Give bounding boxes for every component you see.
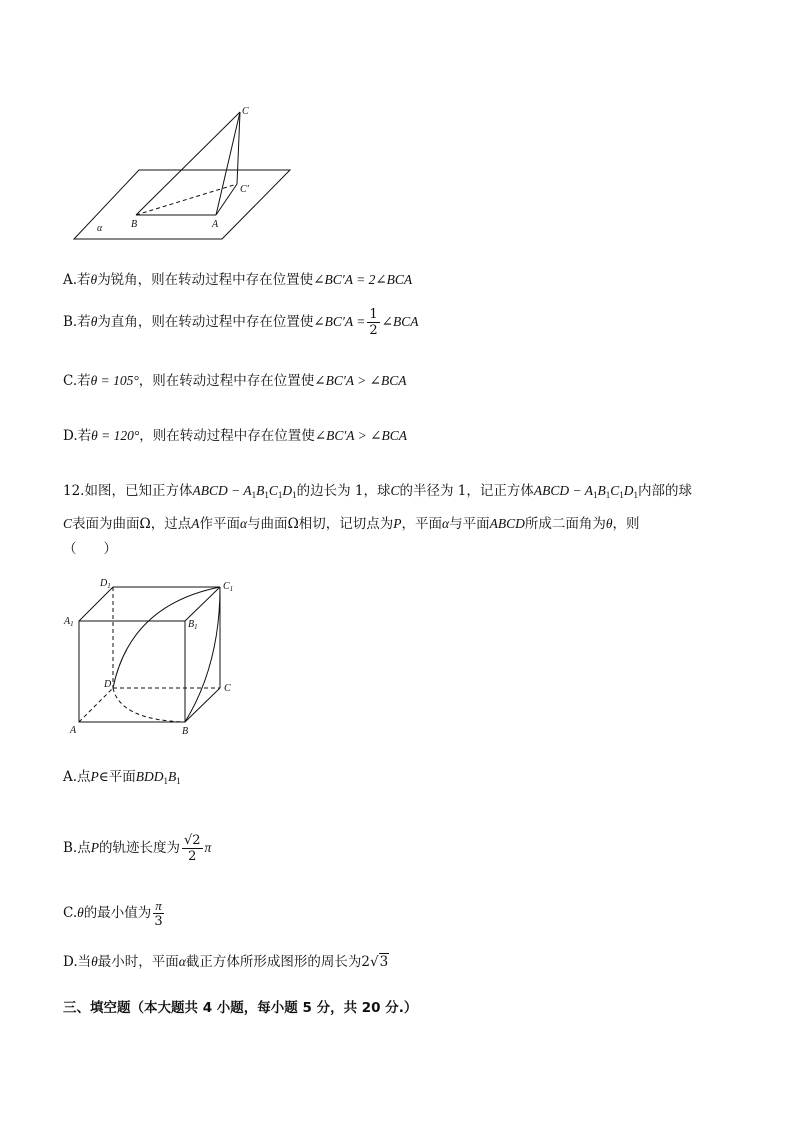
omega-symbol: Ω (287, 516, 299, 532)
segment-BC (136, 112, 240, 215)
text: ，则 (612, 516, 640, 532)
arc-D-B-dashed (113, 688, 185, 722)
text: 若 (77, 272, 91, 288)
text: 相切，记切点为 (298, 516, 394, 532)
section-heading: 三、填空题（本大题共 4 小题，每小题 5 分，共 20 分.） (63, 1000, 418, 1016)
q11-option-B (63, 307, 418, 338)
text: 作平面 (199, 516, 240, 532)
plane-name: $BDD_1B_1$ (135, 769, 181, 786)
option-label: C. (63, 373, 78, 389)
q11-option-D (63, 427, 407, 445)
option-label: A. (63, 769, 78, 785)
point-P: P (90, 840, 99, 855)
denominator: 3 (154, 914, 163, 929)
label-A: A (212, 219, 219, 230)
figure-plane-rotation (70, 100, 300, 245)
text: ，平面 (401, 516, 443, 532)
theta-symbol: θ (90, 272, 98, 287)
alpha-symbol: α (239, 516, 248, 531)
fraction (182, 833, 203, 864)
text: ABCD − A (533, 483, 594, 498)
text: 内部的球 (638, 483, 693, 499)
segment-AC (216, 112, 240, 215)
text: ABCD − A (192, 483, 252, 498)
text: 12.如图，已知正方体 (63, 483, 193, 499)
text: ，则在转动过程中存在位置使 (139, 428, 315, 444)
theta-symbol: θ (91, 954, 98, 969)
label-A1: $A_1$ (64, 616, 74, 628)
theta-symbol: θ (90, 314, 98, 329)
q12-option-B (63, 833, 211, 864)
text: 若 (77, 373, 91, 389)
option-label: A. (63, 272, 78, 288)
theta-symbol: θ (77, 905, 84, 920)
q12-option-A (63, 768, 181, 790)
cube-name: ABCD − $A_1B_1C_1D_1$ (533, 483, 639, 500)
pi-symbol: π (204, 840, 212, 855)
alpha-symbol: α (442, 516, 450, 531)
math-expression: ∠BCA (381, 314, 419, 329)
arc-B-C1 (185, 587, 220, 722)
numerator: 1 (369, 307, 378, 322)
denominator: 2 (188, 849, 197, 864)
q12-stem-line1 (63, 482, 692, 504)
text: 的半径为 1，记正方体 (399, 483, 534, 499)
plane-alpha (74, 170, 290, 239)
label-B1: $B_1$ (188, 619, 198, 631)
text: 与曲面 (247, 516, 288, 532)
q11-option-C (63, 372, 406, 390)
option-label: D. (63, 954, 78, 970)
cube-name: ABCD − $A_1B_1C_1D_1$ (192, 483, 297, 500)
text: 当 (77, 954, 92, 970)
label-D: D (104, 679, 112, 690)
math-expression: ∠BC′A = (313, 314, 366, 329)
label-D1: $D_1$ (100, 578, 111, 590)
math-expression: ∠BC′A > ∠BCA (314, 373, 407, 388)
option-label: C. (63, 905, 78, 921)
edge-AD-dashed (79, 688, 113, 722)
q12-stem-line2 (63, 515, 640, 533)
point-P: P (90, 769, 99, 784)
front-face (79, 621, 185, 722)
fraction (367, 307, 379, 338)
answer-blank: （ ） (63, 541, 117, 557)
text: 最小时，平面 (97, 954, 179, 970)
edge-BC (185, 688, 220, 722)
label-C1: $C_1$ (223, 581, 234, 593)
text: 的轨迹长度为 (98, 840, 180, 856)
text: 表面为曲面 (72, 516, 140, 532)
point-A: A (191, 516, 200, 531)
theta-symbol: θ (605, 516, 613, 531)
text: 为锐角，则在转动过程中存在位置使 (97, 272, 314, 288)
element-of-symbol: ∈ (98, 769, 109, 785)
math-expression: θ = 105° (90, 373, 139, 388)
option-label: B. (63, 314, 78, 330)
text: BDD (135, 769, 164, 784)
numerator: π (155, 898, 162, 913)
text: 为直角，则在转动过程中存在位置使 (97, 314, 314, 330)
label-alpha: α (97, 223, 103, 234)
plane-ABCD: ABCD (489, 516, 525, 531)
math-expression: ∠BC′A = 2∠BCA (313, 272, 413, 287)
radicand: 3 (379, 954, 389, 970)
text: 的最小值为 (83, 905, 152, 921)
q11-option-A (63, 271, 412, 289)
label-C: C (242, 106, 249, 117)
figure-cube (60, 575, 240, 740)
option-label: B. (63, 840, 78, 856)
q12-stem-line3 (63, 540, 117, 558)
edge-A1D1 (79, 587, 113, 621)
label-C: C (224, 683, 231, 694)
label-B: B (182, 726, 189, 737)
omega-symbol: Ω (139, 516, 151, 532)
text: 的边长为 1，球 (296, 483, 391, 499)
alpha-symbol: α (178, 954, 186, 969)
text: 平面 (108, 769, 136, 785)
ball-center: C (390, 483, 400, 498)
text: 若 (77, 314, 91, 330)
text: 所成二面角为 (524, 516, 606, 532)
label-Cp: C′ (240, 184, 249, 195)
q12-option-D (63, 953, 389, 971)
label-A: A (70, 725, 77, 736)
edge-B1C1 (185, 587, 220, 621)
label-B: B (131, 219, 138, 230)
text: 若 (77, 428, 92, 444)
ball-center: C (63, 516, 73, 531)
text: ，过点 (150, 516, 192, 532)
text: 截正方体所形成图形的周长为 (185, 954, 362, 970)
text: 点 (77, 769, 91, 785)
math-expression: ∠BC′A > ∠BCA (314, 428, 407, 443)
fraction (153, 898, 164, 929)
sqrt-expression: √3 (369, 954, 389, 970)
option-label: D. (63, 428, 78, 444)
point-P: P (393, 516, 402, 531)
q12-option-C (63, 898, 166, 929)
denominator: 2 (369, 323, 378, 338)
math-expression: θ = 120° (91, 428, 140, 443)
numerator: √2 (183, 833, 201, 848)
text: 与平面 (449, 516, 490, 532)
text: ，则在转动过程中存在位置使 (138, 373, 315, 389)
coefficient: 2 (361, 954, 370, 970)
text: 点 (77, 840, 91, 856)
